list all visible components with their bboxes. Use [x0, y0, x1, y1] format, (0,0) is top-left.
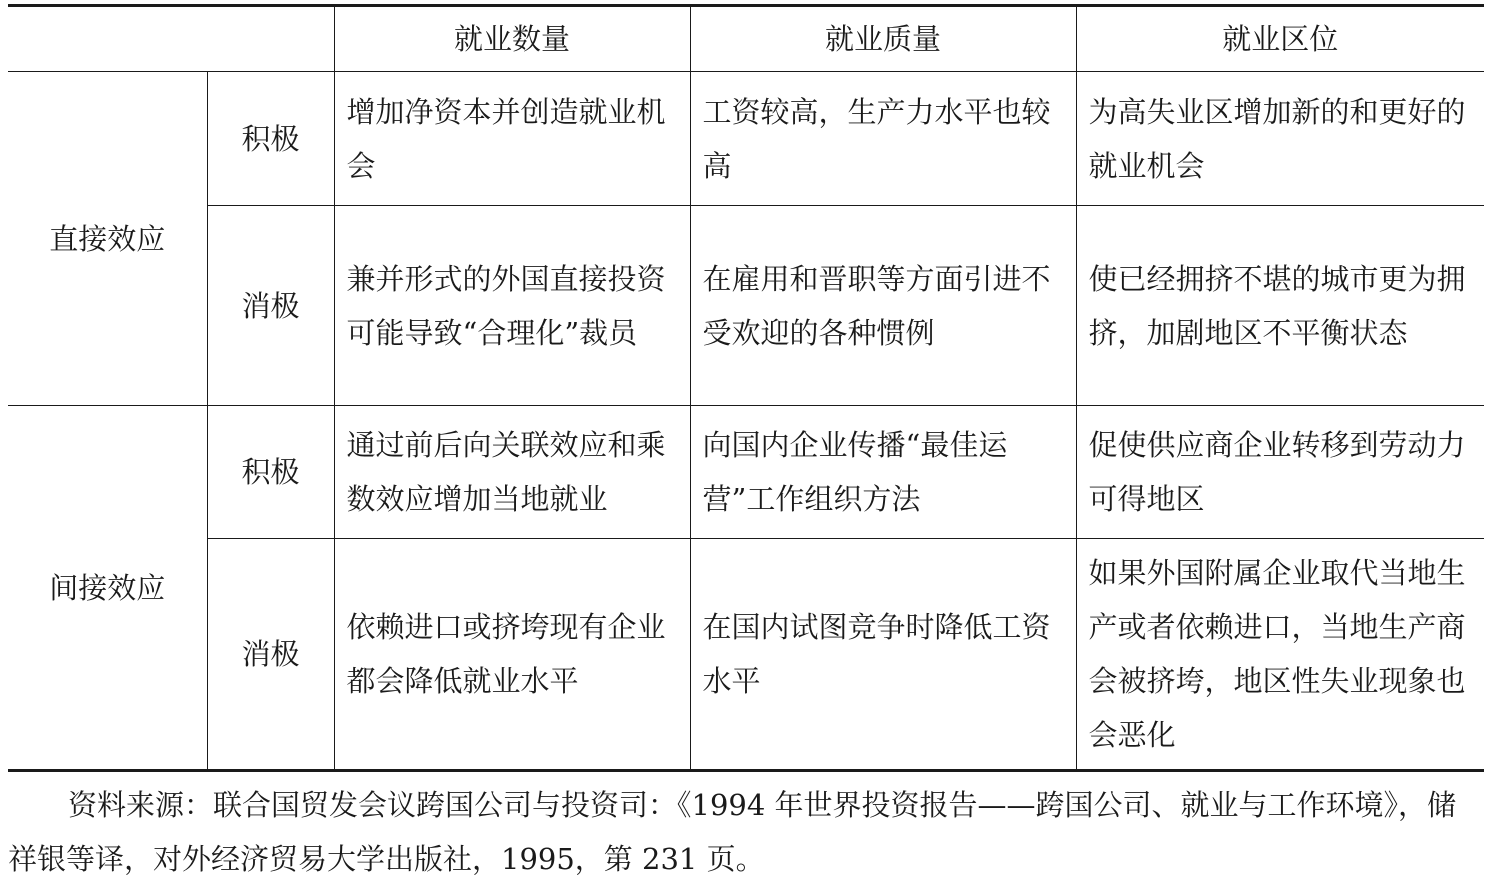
- table-cell: 通过前后向关联效应和乘数效应增加当地就业: [334, 406, 690, 539]
- header-employment-quantity: 就业数量: [334, 6, 690, 72]
- employment-effects-table: [8, 4, 1484, 772]
- sub-label-positive: 积极: [207, 406, 334, 539]
- sub-label-negative: 消极: [207, 206, 334, 406]
- table-row: [8, 72, 1484, 206]
- table-cell: 工资较高，生产力水平也较高: [690, 72, 1076, 206]
- table-cell: 向国内企业传播“最佳运营”工作组织方法: [690, 406, 1076, 539]
- group-label-direct: 直接效应: [8, 72, 207, 406]
- table-cell: 增加净资本并创造就业机会: [334, 72, 690, 206]
- table-cell: 促使供应商企业转移到劳动力可得地区: [1076, 406, 1484, 539]
- table-cell: 为高失业区增加新的和更好的就业机会: [1076, 72, 1484, 206]
- table-cell: 兼并形式的外国直接投资可能导致“合理化”裁员: [334, 206, 690, 406]
- table-row: [8, 206, 1484, 406]
- table-row: [8, 539, 1484, 771]
- table-cell: 在国内试图竞争时降低工资水平: [690, 539, 1076, 771]
- sub-label-negative: 消极: [207, 539, 334, 771]
- table-container: [8, 4, 1484, 772]
- table-cell: 使已经拥挤不堪的城市更为拥挤，加剧地区不平衡状态: [1076, 206, 1484, 406]
- group-label-indirect: 间接效应: [8, 406, 207, 771]
- table-cell: 依赖进口或挤垮现有企业都会降低就业水平: [334, 539, 690, 771]
- sub-label-positive: 积极: [207, 72, 334, 206]
- header-employment-quality: 就业质量: [690, 6, 1076, 72]
- header-row: [8, 6, 1484, 72]
- table-cell: 在雇用和晋职等方面引进不受欢迎的各种惯例: [690, 206, 1076, 406]
- table-row: [8, 406, 1484, 539]
- table-cell: 如果外国附属企业取代当地生产或者依赖进口，当地生产商会被挤垮，地区性失业现象也会恶化: [1076, 539, 1484, 771]
- source-note: 资料来源：联合国贸发会议跨国公司与投资司：《1994 年世界投资报告——跨国公司、就业与工作环境》，储祥银等译，对外经济贸易大学出版社，1995，第 231 页。: [8, 788, 1457, 876]
- header-blank-cell: [8, 6, 334, 72]
- header-employment-location: 就业区位: [1076, 6, 1484, 72]
